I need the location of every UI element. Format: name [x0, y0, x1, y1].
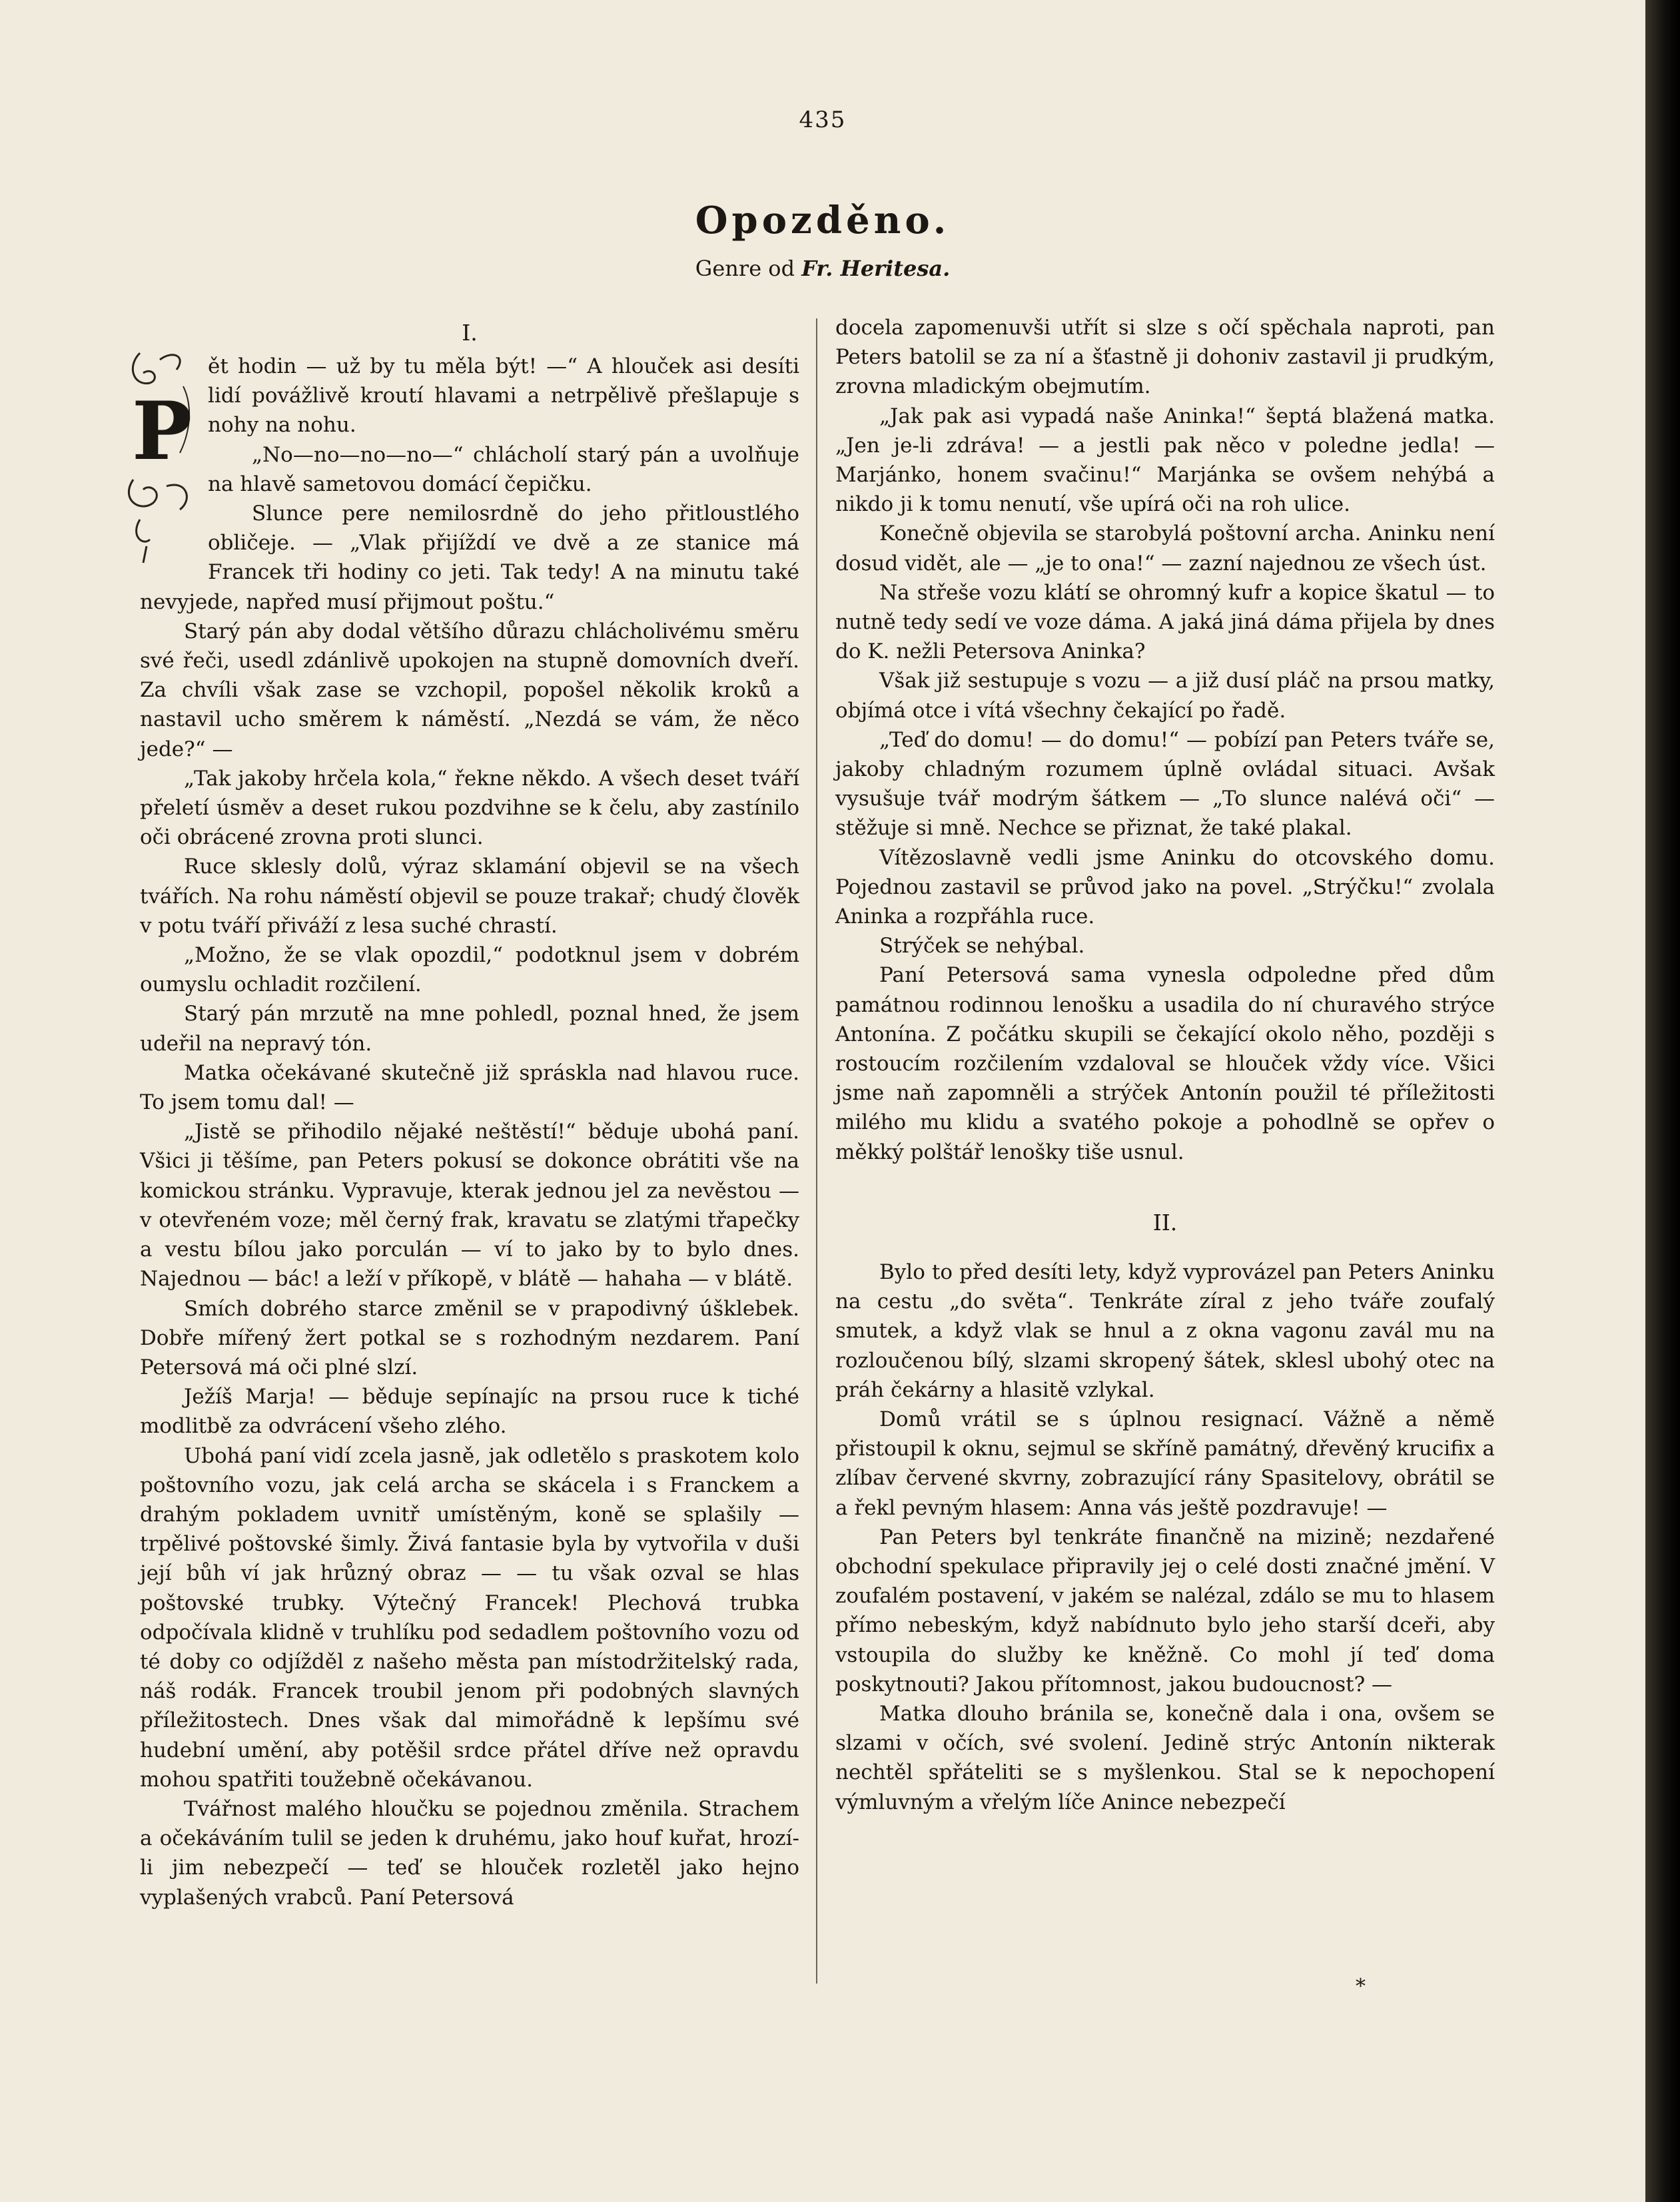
story-title: Opozděno.: [695, 198, 951, 242]
subtitle-prefix: Genre od: [695, 256, 795, 281]
paragraph: „Možno, že se vlak opozdil,“ podotknul jsem v dobrém oumyslu ochladit rozčilení.: [140, 943, 799, 997]
paragraph: Však již sestupuje s vozu — a již dusí pláč na prsou matky, objímá otce i vítá všechny čekající po řadě.: [835, 669, 1495, 723]
paragraph: Ubohá paní vidí zcela jasně, jak odletělo s praskotem kolo poštovního vozu, jak celá archa se skácela i s Franckem a drahým pokladem uvnitř umístěným, koně se splašily — trpělivé poštovské šimly. Živá fantasie byla by vytvořila v duši její bůh ví jak hrůzný obraz — — tu však ozval se hlas poštovské trubky. Výtečný Francek! Plechová trubka odpočívala klidně v truhlíku pod sedadlem poštovního vozu od té doby co odjížděl z našeho města pan místodržitelský rada, náš rodák. Francek troubil jenom při podobných slavných příležitostech. Dnes však dal mimořádně k lepšímu své hudební umění, aby potěšil srdce přátel dříve než opravdu mohou spatřiti toužebně očekávanou.: [140, 1443, 799, 1792]
page-number: 435: [799, 107, 847, 133]
paragraph: Paní Petersová sama vynesla odpoledne před dům památnou rodinnou lenošku a usadila do ní churavého strýce Antonína. Z počátku skupili se čekající okolo něho, později s rostoucím rozčilením vzdaloval se hlouček vždy více. Všici jsme naň zapomněli a strýček Antonín použil té příležitosti milého mu klidu a svatého pokoje a pohodlně se opřev o měkký polštář lenošky tiše usnul.: [835, 963, 1495, 1164]
paragraph: Pan Peters byl tenkráte finančně na mizině; nezdařené obchodní spekulace připravily jej o celé dosti značné jmění. V zoufalém postavení, v jakém se nalézal, zdálo se mu to hlasem přímo nebeským, když nabídnuto bylo jeho starší dceři, aby vstoupila do služby ke kněžně. Co mohl jí teď doma poskytnouti? Jakou přítomnost, jakou budoucnost? —: [835, 1525, 1495, 1696]
paragraph: Smích dobrého starce změnil se v prapodivný úšklebek. Dobře mířený žert potkal se s rozhodným nezdarem. Paní Petersová má oči plné slzí.: [140, 1296, 799, 1379]
left-column: [132, 318, 799, 1997]
column-rule: [816, 318, 817, 1984]
paragraph: Ježíš Marja! — běduje sepínajíc na prsou ruce k tiché modlitbě za odvrácení všeho zlého.: [140, 1385, 799, 1439]
paragraph: Tvářnost malého hloučku se pojednou změnila. Strachem a očekáváním tulil se jeden k druhému, jako houf kuřat, hrozí-li jim nebezpečí — teď se hlouček rozletěl jako hejno vyplašených vrabců. Paní Petersová: [140, 1796, 799, 1910]
story-subtitle: [0, 256, 1645, 281]
paragraph: „Teď do domu! — do domu!“ — pobízí pan Peters tváře se, jakoby chladným rozumem úplně ovládal situaci. Avšak vysušuje tvář modrým šátkem — „To slunce nalévá oči“ — stěžuje si mně. Nechce se přiznat, že také plakal.: [835, 727, 1495, 841]
paragraph: Starý pán aby dodal většího důrazu chlácholivému směru své řeči, usedl zdánlivě upokojen na stupně domovních dveří. Za chvíli však zase se vzchopil, popošel několik kroků a nastavil ucho směrem k náměstí. „Nezdá se vám, že něco jede?“ —: [140, 619, 799, 761]
paragraph: Bylo to před desíti lety, když vyprovázel pan Peters Aninku na cestu „do světa“. Tenkráte zíral z jeho tváře zoufalý smutek, a když vlak se hnul a z okna vagonu zavál mu na rozloučenou bílý, slzami skropený šátek, sklesl ubohý otec na práh čekárny a hlasitě vzlykal.: [835, 1260, 1495, 1402]
dropcap-letter: P: [132, 384, 193, 478]
paragraph: „Tak jakoby hrčela kola,“ řekne někdo. A všech deset tváří přeletí úsměv a deset rukou pozdvihne se k čelu, aby zastínilo oči obrácené zrovna proti slunci.: [140, 766, 799, 850]
section-heading-2: II.: [1152, 1209, 1178, 1236]
paragraph: Vítězoslavně vedli jsme Aninku do otcovského domu. Pojednou zastavil se průvod jako na povel. „Strýčku!“ zvolala Aninka a rozpřáhla ruce.: [835, 845, 1495, 929]
paragraph: Na střeše vozu klátí se ohromný kufr a kopice škatul — to nutně tedy sedí ve voze dáma. A jaká jiná dáma přijela by dnes do K. nežli Petersova Aninka?: [835, 580, 1495, 664]
paragraph: Ruce sklesly dolů, výraz sklamání objevil se na všech tvářích. Na rohu náměstí objevil se pouze trakař; chudý člověk v potu tváří přiváží z lesa suché chrastí.: [140, 855, 799, 938]
first-paragraph-text: ět hodin — už by tu měla být! —“ A hlouček asi desíti lidí povážlivě kroutí hlavami a netrpělivě přešlapuje s nohy na nohu.: [208, 354, 799, 438]
paragraph: docela zapomenuvši utřít si slze s očí spěchala naproti, pan Peters batolil se za ní a šťastně ji dohoniv zastavil ji prudkým, zrovna mladickým obejmutím.: [835, 316, 1495, 399]
paragraph: Slunce pere nemilosrdně do jeho přitloustlého obličeje. — „Vlak přijíždí ve dvě a ze stanice má Francek tři hodiny co jeti. Tak tedy! A na minutu také nevyjede, napřed musí přijmout poštu.“: [140, 502, 799, 614]
ornamental-initial: [113, 346, 201, 566]
signature-mark: *: [1356, 1975, 1366, 1998]
paragraph: „No—no—no—no—“ chlácholí starý pán a uvolňuje na hlavě sametovou domácí čepičku.: [208, 442, 799, 496]
section-heading-1: I.: [462, 320, 478, 346]
book-binding-edge: [1645, 0, 1680, 2202]
paragraph: Matka očekávané skutečně již spráskla nad hlavou ruce. To jsem tomu dal! —: [140, 1060, 799, 1115]
subtitle-author: Fr. Heritesa.: [801, 256, 951, 281]
paragraph: Starý pán mrzutě na mne pohledl, poznal hned, že jsem udeřil na nepravý tón.: [140, 1002, 799, 1056]
paragraph: Konečně objevila se starobylá poštovní archa. Aninku není dosud vidět, ale — „je to ona!“ — zazní najednou ze všech úst.: [835, 522, 1495, 575]
paragraph: Matka dlouho bránila se, konečně dala i ona, ovšem se slzami v očích, své svolení. Jedině strýc Antonín nikterak nechtěl spřáteliti se s myšlenkou. Stal se k nepochopení výmluvným a vřelým líče Anince nebezpečí: [835, 1701, 1495, 1814]
paragraph: „Jak pak asi vypadá naše Aninka!“ šeptá blažená matka. „Jen je-li zdráva! — a jestli pak něco v poledne jedla! — Marjánko, honem svačinu!“ Marjánka se ovšem nehýbá a nikdo ji k tomu nenutí, vše upírá oči na roh ulice.: [835, 404, 1495, 517]
right-column: [835, 313, 1495, 1992]
paragraph: Strýček se nehýbal.: [879, 934, 1085, 958]
paragraph: „Jistě se přihodilo nějaké neštěstí!“ běduje ubohá paní. Všici ji těšíme, pan Peters pokusí se dokonce obrátiti vše na komickou stránku. Vypravuje, kterak jednou jel za nevěstou — v otevřeném voze; měl černý frak, kravatu se zlatými třapečky a vestu bílou jako porculán — ví to jako by to bylo dnes. Najednou — bác! a leží v příkopě, v blátě — hahaha — v blátě.: [140, 1120, 799, 1291]
paragraph: Domů vrátil se s úplnou resignací. Vážně a němě přistoupil k oknu, sejmul se skříně památný, dřevěný krucifix a zlíbav červené skvrny, zobrazující rány Spasitelovy, obrátil se a řekl pevným hlasem: Anna vás ještě pozdravuje! —: [835, 1407, 1495, 1520]
